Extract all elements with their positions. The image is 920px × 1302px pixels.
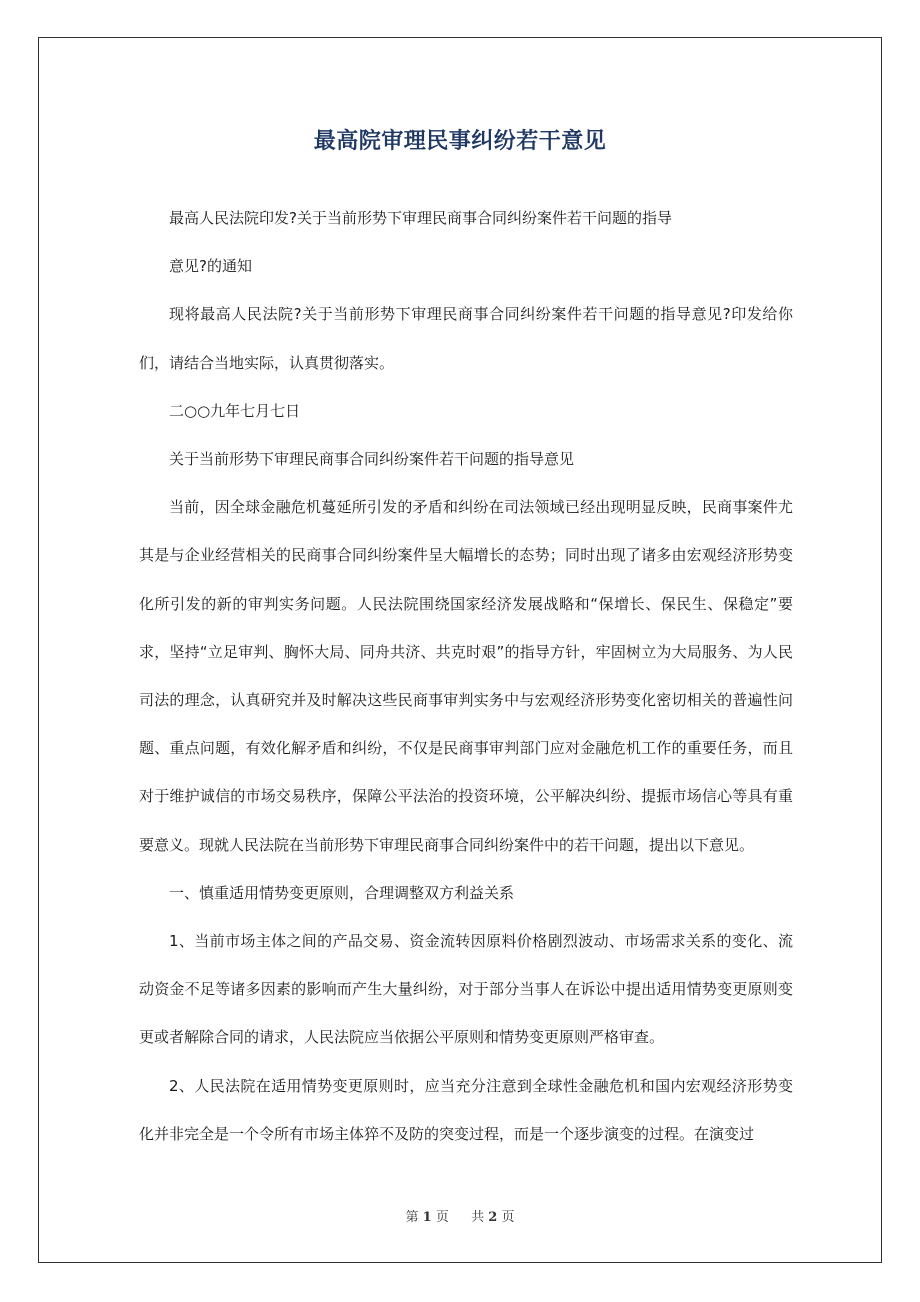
paragraph-date: 二○○九年七月七日 xyxy=(169,401,301,420)
document-title: 最高院审理民事纠纷若干意见 xyxy=(313,129,607,154)
paragraph: 现将最高人民法院?关于当前形势下审理民商事合同纠纷案件若干问题的指导意见?印发给你们，请结合当地实际，认真贯彻落实。 xyxy=(139,305,793,372)
paragraph: 意见?的通知 xyxy=(169,257,252,276)
paragraph: 当前，因全球金融危机蔓延所引发的矛盾和纠纷在司法领域已经出现明显反映，民商事案件尤其是与企业经营相关的民商事合同纠纷案件呈大幅增长的态势；同时出现了诸多由宏观经济形势变化所引发的新的审判实务问题。人民法院围绕国家经济发展战略和“保增长、保民生、保稳定”要求，坚持“立足审判、胸怀大局、同舟共济、共克时艰”的指导方针，牢固树立为大局服务、为人民司法的理念，认真研究并及时解决这些民商事审判实务中与宏观经济形势变化密切相关的普遍性问题、重点问题，有效化解矛盾和纠纷，不仅是民商事审判部门应对金融危机工作的重要任务，而且对于维护诚信的市场交易秩序，保障公平法治的投资环境，公平解决纠纷、提振市场信心等具有重要意义。现就人民法院在当前形势下审理民商事合同纠纷案件中的若干问题，提出以下意见。 xyxy=(139,498,793,854)
footer-page-total: 2 xyxy=(488,1210,498,1225)
footer-page-prefix: 第 xyxy=(405,1210,419,1225)
paragraph: 2、人民法院在适用情势变更原则时，应当充分注意到全球性金融危机和国内宏观经济形势变化并非完全是一个令所有市场主体猝不及防的突变过程，而是一个逐步演变的过程。在演变过 xyxy=(139,1076,793,1143)
document-body xyxy=(139,194,793,1158)
paragraph-heading: 关于当前形势下审理民商事合同纠纷案件若干问题的指导意见 xyxy=(169,450,575,469)
page-footer xyxy=(0,1206,920,1225)
paragraph: 1、当前市场主体之间的产品交易、资金流转因原料价格剧烈波动、市场需求关系的变化、流动资金不足等诸多因素的影响而产生大量纠纷，对于部分当事人在诉讼中提出适用情势变更原则变更或者解除合同的请求，人民法院应当依据公平原则和情势变更原则严格审查。 xyxy=(139,932,793,1047)
paragraph: 最高人民法院印发?关于当前形势下审理民商事合同纠纷案件若干问题的指导 xyxy=(169,209,672,227)
footer-total-suffix: 页 xyxy=(501,1210,515,1225)
footer-page-current: 1 xyxy=(422,1210,432,1225)
footer-total-prefix: 共 xyxy=(471,1210,485,1225)
section-heading: 一、慎重适用情势变更原则，合理调整双方利益关系 xyxy=(169,883,515,902)
footer-page-suffix: 页 xyxy=(435,1210,449,1225)
